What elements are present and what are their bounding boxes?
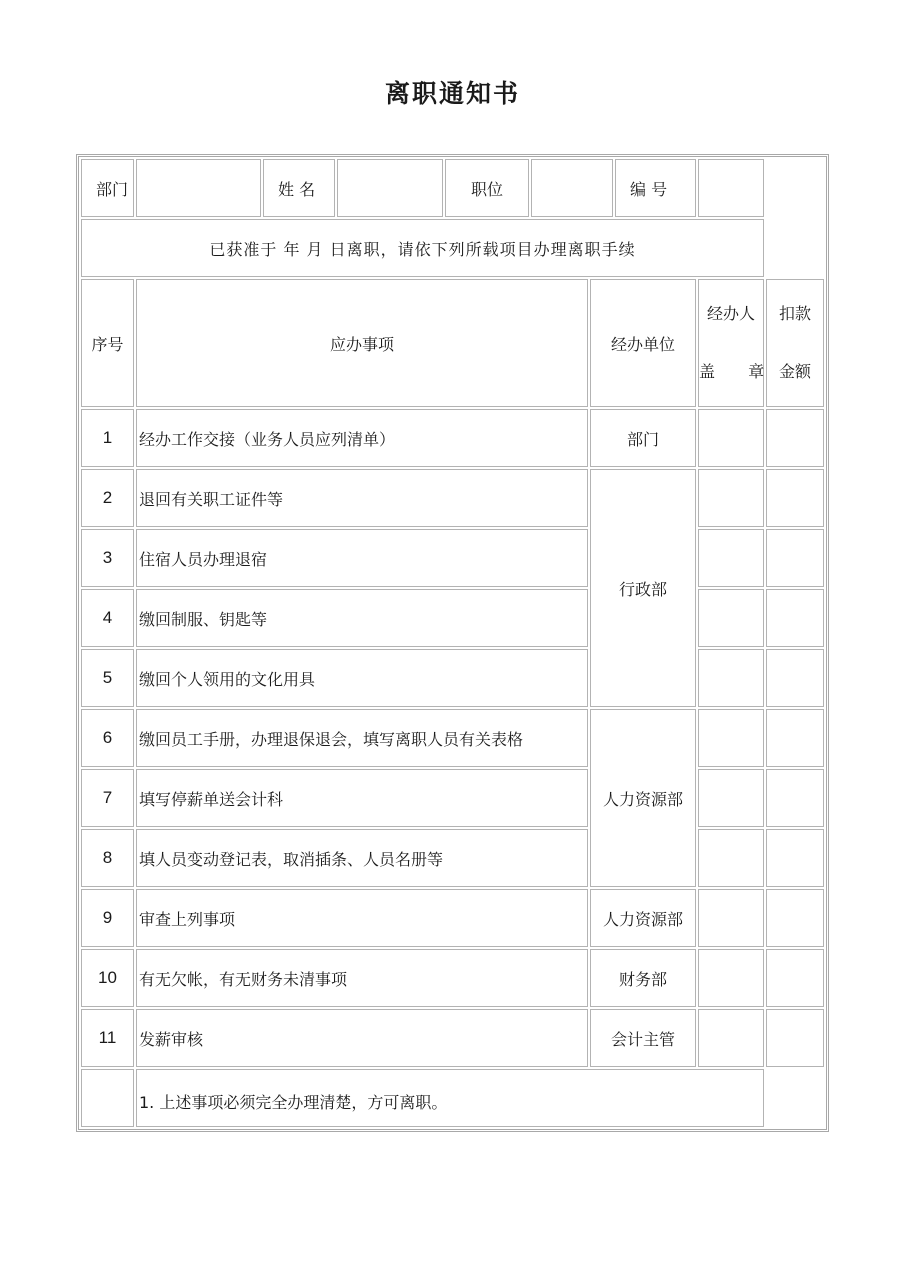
deduction-amount-cell[interactable]: [766, 829, 824, 887]
number-value-field[interactable]: [698, 159, 764, 217]
table-row: [81, 889, 824, 947]
table-row: [81, 589, 824, 647]
table-row: [81, 829, 824, 887]
deduction-amount-cell[interactable]: [766, 529, 824, 587]
table-row: [81, 769, 824, 827]
row-item-text: 填写停薪单送会计科: [136, 769, 588, 827]
table-row: [81, 649, 824, 707]
table-row: [81, 409, 824, 467]
note-text: 1. 上述事项必须完全办理清楚，方可离职。: [136, 1069, 764, 1127]
row-item-text: 有无欠帐，有无财务未清事项: [136, 949, 588, 1007]
deduction-amount-cell[interactable]: [766, 1009, 824, 1067]
notice-row: [81, 219, 824, 277]
deduction-amount-cell[interactable]: [766, 649, 824, 707]
row-item-text: 缴回制服、钥匙等: [136, 589, 588, 647]
row-number: 9: [81, 889, 134, 947]
name-label: 姓 名: [263, 159, 335, 217]
row-number: 11: [81, 1009, 134, 1067]
row-unit-text: 人力资源部: [590, 889, 696, 947]
handler-column-header: [698, 279, 779, 407]
department-label: 部门: [81, 159, 134, 217]
row-number: 2: [81, 469, 134, 527]
deduction-amount-cell[interactable]: [766, 769, 824, 827]
row-number: 7: [81, 769, 134, 827]
row-unit-text: 部门: [590, 409, 696, 467]
table-row: [81, 469, 824, 527]
handler-header-line2: 盖 章: [699, 362, 779, 381]
merged-unit-admin: 行政部: [590, 469, 696, 707]
table-row: [81, 529, 824, 587]
handler-stamp-cell[interactable]: [698, 589, 764, 647]
deduction-column-header: [766, 279, 824, 407]
row-item-text: 发薪审核: [136, 1009, 588, 1067]
deduction-amount-cell[interactable]: [766, 889, 824, 947]
row-unit-text: 会计主管: [590, 1009, 696, 1067]
row-item-text: 缴回个人领用的文化用具: [136, 649, 588, 707]
handler-stamp-cell[interactable]: [698, 949, 764, 1007]
handler-stamp-cell[interactable]: [698, 529, 764, 587]
note-blank-cell: [81, 1069, 134, 1127]
position-value-field[interactable]: [531, 159, 613, 217]
row-number: 1: [81, 409, 134, 467]
deduction-amount-cell[interactable]: [766, 409, 824, 467]
note-row: [81, 1069, 824, 1127]
row-item-text: 缴回员工手册，办理退保退会，填写离职人员有关表格: [136, 709, 588, 767]
row-number: 6: [81, 709, 134, 767]
handler-stamp-cell[interactable]: [698, 889, 764, 947]
table-row: [81, 1009, 824, 1067]
leave-notice-text: 已获准于 年 月 日离职，请依下列所载项目办理离职手续: [81, 219, 764, 277]
seq-column-header: 序号: [81, 279, 134, 407]
resignation-form-table: [76, 154, 829, 1132]
row-item-text: 住宿人员办理退宿: [136, 529, 588, 587]
row-unit-text: 财务部: [590, 949, 696, 1007]
handler-stamp-cell[interactable]: [698, 469, 764, 527]
row-number: 5: [81, 649, 134, 707]
handler-stamp-cell[interactable]: [698, 709, 764, 767]
handler-stamp-cell[interactable]: [698, 409, 764, 467]
deduction-amount-cell[interactable]: [766, 469, 824, 527]
handler-stamp-cell[interactable]: [698, 769, 764, 827]
row-item-text: 审查上列事项: [136, 889, 588, 947]
table-row: [81, 709, 824, 767]
unit-column-header: 经办单位: [590, 279, 696, 407]
position-label: 职位: [445, 159, 529, 217]
department-value-field[interactable]: [136, 159, 261, 217]
handler-stamp-cell[interactable]: [698, 649, 764, 707]
column-header-row: [81, 279, 824, 407]
handler-stamp-cell[interactable]: [698, 1009, 764, 1067]
row-number: 3: [81, 529, 134, 587]
merged-unit-hr: 人力资源部: [590, 709, 696, 887]
row-number: 8: [81, 829, 134, 887]
row-item-text: 填人员变动登记表，取消插条、人员名册等: [136, 829, 588, 887]
row-item-text: 经办工作交接（业务人员应列清单）: [136, 409, 588, 467]
handler-stamp-cell[interactable]: [698, 829, 764, 887]
deduction-amount-cell[interactable]: [766, 949, 824, 1007]
deduction-amount-cell[interactable]: [766, 589, 824, 647]
table-row: [81, 949, 824, 1007]
handler-header-line1: 经办人: [706, 304, 755, 323]
deduction-header-line2: 金额: [778, 362, 811, 381]
deduction-header-line1: 扣款: [778, 304, 811, 323]
item-column-header: 应办事项: [136, 279, 588, 407]
row-number: 4: [81, 589, 134, 647]
deduction-amount-cell[interactable]: [766, 709, 824, 767]
row-item-text: 退回有关职工证件等: [136, 469, 588, 527]
document-title: 离职通知书: [384, 79, 520, 108]
number-label: 编 号: [615, 159, 696, 217]
row-number: 10: [81, 949, 134, 1007]
header-info-row: [81, 159, 824, 217]
name-value-field[interactable]: [337, 159, 443, 217]
